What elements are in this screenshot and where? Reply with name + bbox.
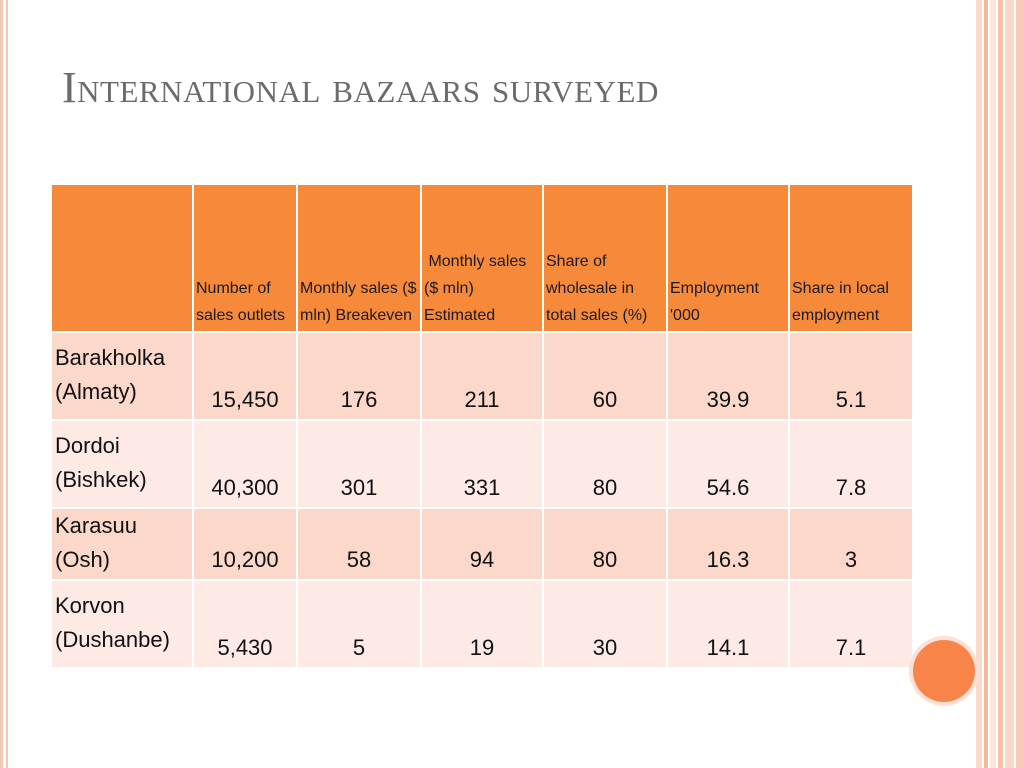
cell-wholesale: 80	[543, 508, 667, 580]
table-row	[51, 420, 913, 508]
decorative-circle	[913, 640, 975, 702]
stripe	[1016, 0, 1024, 768]
stripe	[1005, 0, 1014, 768]
table-header-row	[51, 184, 913, 332]
row-name	[51, 420, 193, 508]
stripe	[984, 0, 988, 768]
stripe	[976, 0, 982, 768]
row-name	[51, 580, 193, 668]
row-name-line2: (Bishkek)	[55, 467, 147, 492]
row-name-line1: Korvon	[55, 593, 125, 619]
row-name-line2: (Osh)	[55, 547, 110, 573]
cell-outlets: 40,300	[193, 420, 297, 508]
bazaars-table	[50, 183, 914, 669]
cell-estimated: 94	[421, 508, 543, 580]
stripe	[998, 0, 1003, 768]
header-monthly-sales-estimated: Monthly sales ($ mln) Estimated	[421, 184, 543, 332]
header-employment: Employment '000	[667, 184, 789, 332]
table-row	[51, 332, 913, 420]
cell-wholesale: 60	[543, 332, 667, 420]
cell-share-local: 7.1	[789, 580, 913, 668]
cell-breakeven: 301	[297, 420, 421, 508]
slide-title: International bazaars surveyed	[62, 63, 659, 112]
cell-breakeven: 5	[297, 580, 421, 668]
cell-outlets: 10,200	[193, 508, 297, 580]
cell-estimated: 19	[421, 580, 543, 668]
row-name	[51, 508, 193, 580]
header-share-local-employment: Share in local employment	[789, 184, 913, 332]
cell-outlets: 15,450	[193, 332, 297, 420]
cell-share-local: 3	[789, 508, 913, 580]
stripe	[990, 0, 996, 768]
cell-estimated: 331	[421, 420, 543, 508]
cell-employment: 39.9	[667, 332, 789, 420]
header-wholesale-share: Share of wholesale in total sales (%)	[543, 184, 667, 332]
row-name-line1: Karasuu	[55, 513, 137, 538]
row-name	[51, 332, 193, 420]
cell-employment: 14.1	[667, 580, 789, 668]
table-row	[51, 508, 913, 580]
row-name-line2: (Almaty)	[55, 379, 137, 404]
cell-wholesale: 80	[543, 420, 667, 508]
row-name-line1: Barakholka	[55, 344, 166, 370]
row-name-line1: Dordoi	[55, 432, 120, 458]
cell-breakeven: 58	[297, 508, 421, 580]
header-sales-outlets: Number of sales outlets	[193, 184, 297, 332]
cell-share-local: 5.1	[789, 332, 913, 420]
cell-breakeven: 176	[297, 332, 421, 420]
header-blank	[51, 184, 193, 332]
right-decorative-stripes	[976, 0, 1024, 768]
row-name-line2: (Dushanbe)	[55, 627, 170, 653]
table-row	[51, 580, 913, 668]
cell-employment: 16.3	[667, 508, 789, 580]
cell-estimated: 211	[421, 332, 543, 420]
left-border-line	[6, 0, 8, 768]
cell-wholesale: 30	[543, 580, 667, 668]
header-monthly-sales-breakeven: Monthly sales ($ mln) Breakeven	[297, 184, 421, 332]
cell-share-local: 7.8	[789, 420, 913, 508]
cell-employment: 54.6	[667, 420, 789, 508]
cell-outlets: 5,430	[193, 580, 297, 668]
